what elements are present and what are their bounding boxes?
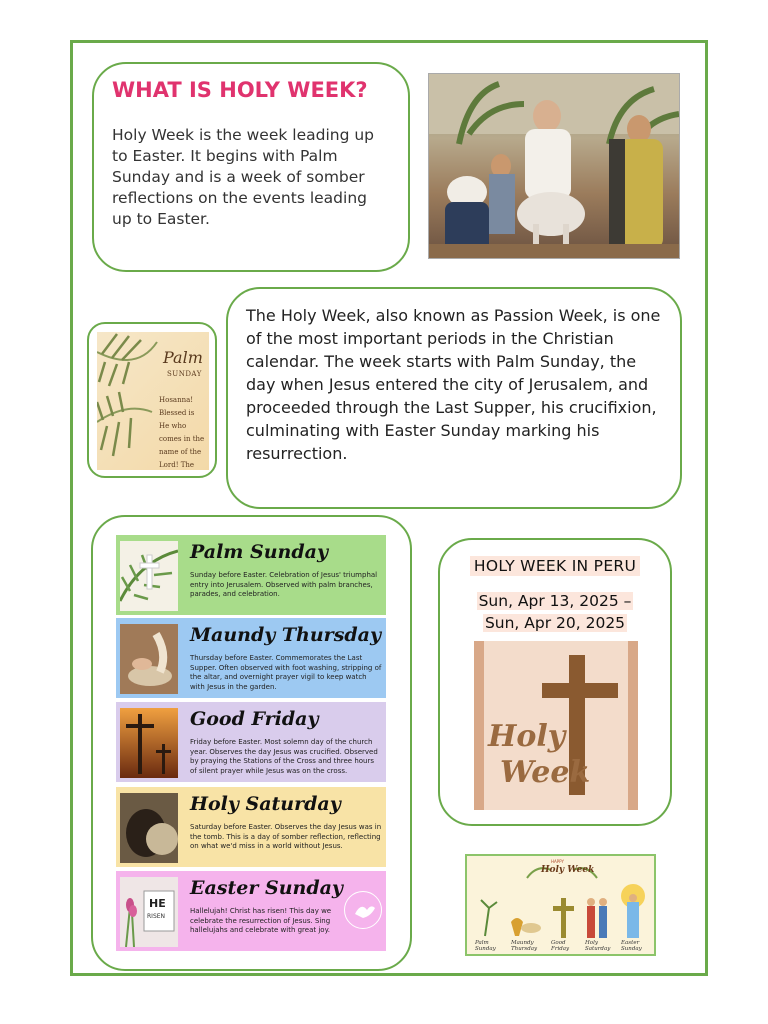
day-description: Friday before Easter. Most solemn day of the church year. Observes the day Jesus was crucified. Observed by praying the Stations of the Cross and three hours of silent prayer while Jesus was on the cross. <box>190 738 378 775</box>
holy-week-cross-image <box>474 641 638 810</box>
summary-happy: HAPPY <box>551 859 564 864</box>
day-row-good-friday <box>116 702 386 782</box>
day-row-palm-sunday <box>116 535 386 615</box>
intro-title: WHAT IS HOLY WEEK? <box>112 78 368 102</box>
peru-art-text-holy: Holy <box>488 719 566 754</box>
summary-label-palm-sunday: Palm Sunday <box>475 940 496 952</box>
peru-date-start: Sun, Apr 13, 2025 – <box>478 592 632 610</box>
day-name: Holy Saturday <box>190 793 341 815</box>
summary-label-good-friday: Good Friday <box>551 940 570 952</box>
holy-week-summary-image <box>465 854 656 956</box>
peru-title: HOLY WEEK IN PERU <box>470 556 640 576</box>
summary-label-holy-saturday: Holy Saturday <box>585 940 611 952</box>
tomb-icon <box>120 793 178 863</box>
palm-sunday-procession-image <box>428 73 680 259</box>
day-name: Palm Sunday <box>190 541 329 563</box>
day-description: Saturday before Easter. Observes the day Jesus was in the tomb. This is a day of somber reflection, reflecting on what we'd miss in a world without Jesus. <box>190 823 382 850</box>
day-name: Good Friday <box>190 708 319 730</box>
palm-cross-icon <box>120 541 178 611</box>
palm-card-title: Palm <box>163 348 203 367</box>
peru-dates <box>440 590 670 634</box>
day-description: Sunday before Easter. Celebration of Jesus' triumphal entry into Jerusalem. Observed with palm branches, parades, and celebration. <box>190 571 378 598</box>
peru-art-text-week: Week <box>500 755 591 790</box>
intro-body: Holy Week is the week leading up to Easter. It begins with Palm Sunday and is a week of somber reflections on the events leading up to Easter. <box>112 126 375 228</box>
palm-card-subtitle: SUNDAY <box>167 370 202 378</box>
day-row-holy-saturday <box>116 787 386 867</box>
summary-label-easter-sunday: Easter Sunday <box>621 940 642 952</box>
holy-week-peru-box <box>438 538 672 826</box>
he-is-risen-line1: HE <box>149 897 166 910</box>
summary-title: Holy Week <box>541 865 595 875</box>
dove-logo-icon <box>344 891 382 929</box>
day-description: Hallelujah! Christ has risen! This day we celebrate the resurrection of Jesus. Sing hallelujahs and celebrate with great joy. <box>190 907 332 934</box>
peru-date-end: Sun, Apr 20, 2025 <box>484 614 626 632</box>
day-name: Maundy Thursday <box>190 624 382 646</box>
foot-washing-icon <box>120 624 178 694</box>
palm-sunday-card-image <box>97 332 209 470</box>
palm-sunday-card-box <box>87 322 217 478</box>
day-row-maundy-thursday <box>116 618 386 698</box>
description-body: The Holy Week, also known as Passion Week, is one of the most important periods in the Christian calendar. The week starts with Palm Sunday, the day when Jesus entered the city of Jerusalem, and proceeded through the Last Supper, his crucifixion, culminating with Easter Sunday marking his resurrection. <box>246 306 661 463</box>
day-row-easter-sunday <box>116 871 386 951</box>
summary-label-maundy-thursday: Maundy Thursday <box>511 940 538 952</box>
day-name: Easter Sunday <box>190 877 343 899</box>
palm-card-verse: Hosanna! Blessed is He who comes in the name of the Lord! The <box>159 396 205 469</box>
intro-box <box>92 62 410 272</box>
description-box <box>226 287 682 509</box>
he-is-risen-sign-icon <box>120 877 178 947</box>
day-description: Thursday before Easter. Commemorates the Last Supper. Often observed with foot washing, stripping of the altar, and overnight prayer vigil to keep watch with Jesus in the garden. <box>190 654 382 691</box>
he-is-risen-line2: RISEN <box>147 913 166 920</box>
crucifix-icon <box>120 708 178 778</box>
